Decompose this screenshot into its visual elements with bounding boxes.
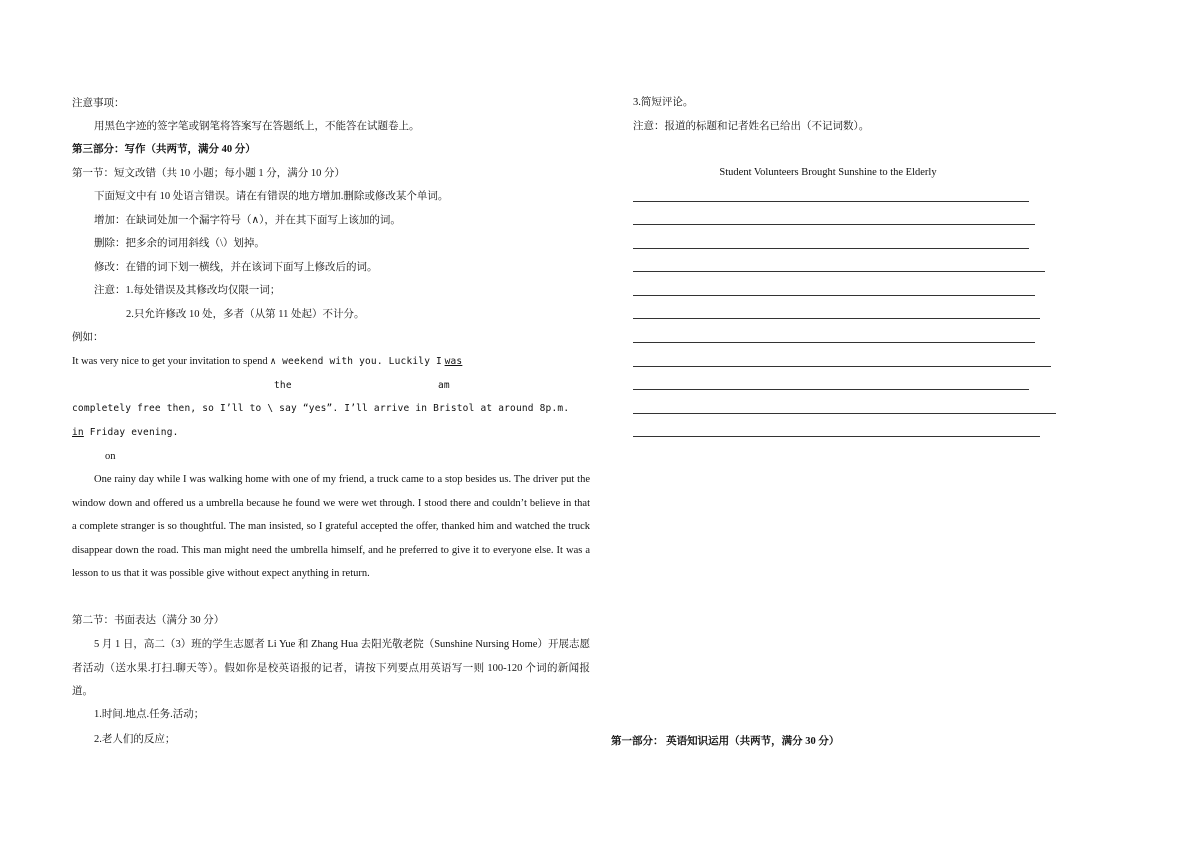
example-error-in: in bbox=[72, 427, 84, 438]
instruction-line: 注意：1.每处错误及其修改均仅限一词； bbox=[94, 285, 281, 296]
instruction-line: 修改：在错的词下划一横线，并在该词下面写上修改后的词。 bbox=[94, 262, 378, 273]
example-line-3: completely free then, so I’ll to \ say “yes”. I’ll arrive in Bristol at around 8p.m. bbox=[72, 403, 570, 414]
writing-line[interactable] bbox=[633, 366, 1051, 367]
point-3: 3.简短评论。 bbox=[633, 97, 694, 108]
example-label: 例如： bbox=[72, 332, 104, 343]
writing-task: 5 月 1 日，高二（3）班的学生志愿者 Li Yue 和 Zhang Hua 去阳光敬老院（Sunshine Nursing Home）开展志愿者活动（送水果.打扫.聊天等）。假如你是校英语报的记者，请按下列要点用英语写一则 100-120 个词的新闻报道。 bbox=[72, 639, 590, 698]
notice-body: 用黑色字迹的签字笔或钢笔将答案写在答题纸上，不能答在试题卷上。 bbox=[94, 121, 420, 132]
writing-line[interactable] bbox=[633, 271, 1045, 272]
writing-line[interactable] bbox=[633, 436, 1040, 437]
note-2: 2.只允许修改 10 处，多者（从第 11 处起）不计分。 bbox=[126, 309, 365, 320]
instruction-line: 增加：在缺词处加一个漏字符号（∧），并在其下面写上该加的词。 bbox=[94, 215, 401, 226]
point-1: 1.时间.地点.任务.活动； bbox=[94, 709, 205, 720]
notice-title: 注意事项： bbox=[72, 98, 125, 109]
part3-heading: 第三部分：写作（共两节，满分 40 分） bbox=[72, 144, 256, 155]
writing-line[interactable] bbox=[633, 201, 1029, 202]
instruction-line: 删除：把多余的词用斜线（\）划掉。 bbox=[94, 238, 265, 249]
writing-line[interactable] bbox=[633, 389, 1029, 390]
example-correction-on: on bbox=[105, 451, 116, 462]
title-note: 注意：报道的标题和记者姓名已给出（不记词数）。 bbox=[633, 121, 870, 132]
writing-line[interactable] bbox=[633, 413, 1056, 414]
error-correction-passage: One rainy day while I was walking home with one of my friend, a truck came to a stop besides us. The driver put the window down and offered us a umbrella because he found we were wet through. I stood there and couldn’t believe in that a complete stranger is so thoughtful. The man insisted, so I grateful accepted the offer, thanked him and watched the truck disappear down the road. This man might need the umbrella himself, and he preferred to give it to everyone else. It was a lesson to us that it was possible give without expect anything in return. bbox=[72, 474, 590, 580]
example-line-1: It was very nice to get your invitation to spend ∧ weekend with you. Luckily I was bbox=[72, 356, 463, 367]
essay-title: Student Volunteers Brought Sunshine to the Elderly bbox=[719, 167, 937, 178]
example-line-4: in Friday evening. bbox=[72, 427, 179, 438]
writing-line[interactable] bbox=[633, 224, 1035, 225]
part1-heading: 第一部分： 英语知识运用（共两节，满分 30 分） bbox=[611, 736, 840, 747]
section1-heading: 第一节：短文改错（共 10 小题；每小题 1 分，满分 10 分） bbox=[72, 168, 345, 179]
writing-line[interactable] bbox=[633, 318, 1040, 319]
writing-line[interactable] bbox=[633, 248, 1029, 249]
instruction-line: 下面短文中有 10 处语言错误。请在有错误的地方增加.删除或修改某个单词。 bbox=[94, 191, 449, 202]
example-correction-am: am bbox=[438, 380, 450, 391]
section2-heading: 第二节：书面表达（满分 30 分） bbox=[72, 615, 225, 626]
writing-line[interactable] bbox=[633, 295, 1035, 296]
example-error-was: was bbox=[444, 356, 463, 367]
example-correction-the: the bbox=[274, 380, 292, 391]
point-2: 2.老人们的反应； bbox=[94, 734, 176, 745]
writing-line[interactable] bbox=[633, 342, 1035, 343]
